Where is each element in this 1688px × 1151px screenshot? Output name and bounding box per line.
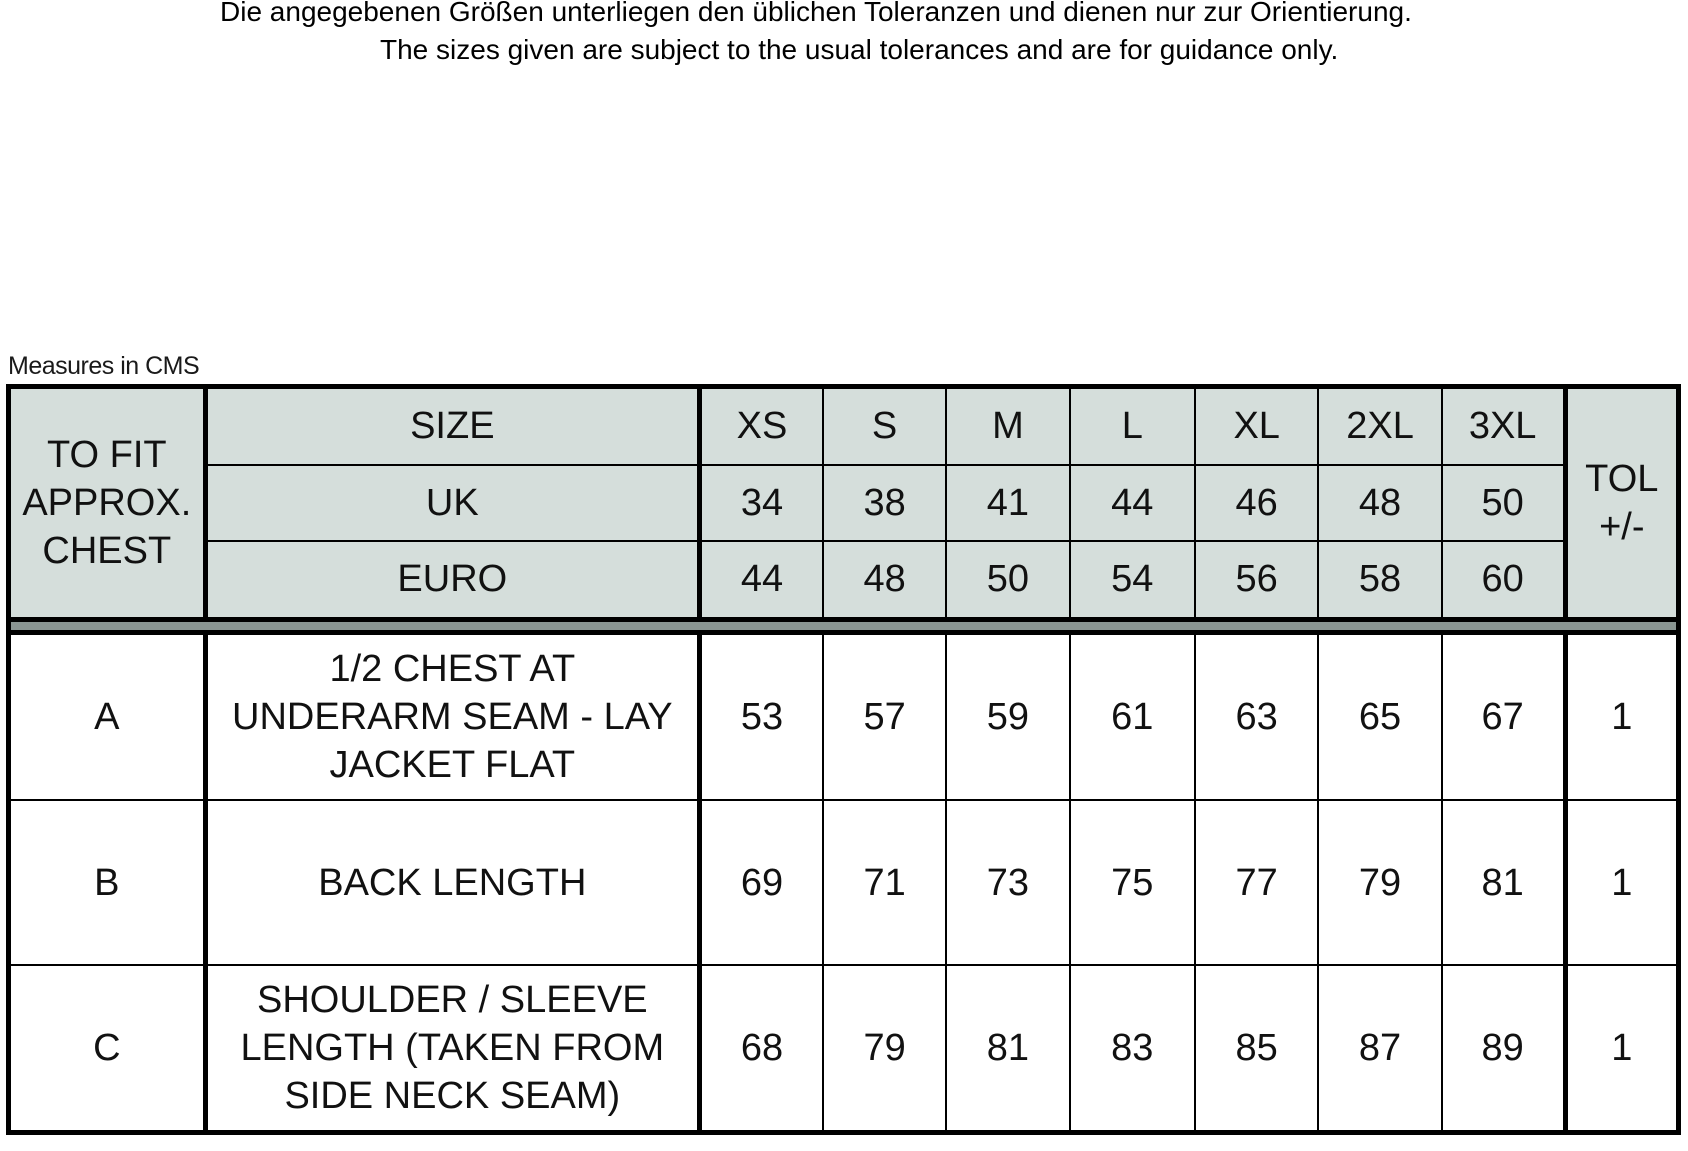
euro-row-label: EURO (205, 541, 699, 619)
size-cell: 3XL (1442, 387, 1565, 465)
measurement-cell: 61 (1070, 633, 1195, 800)
measurement-cell: 68 (700, 965, 823, 1132)
tolerance-note-german: Die angegebenen Größen unterliegen den üblichen Toleranzen und dienen nur zur Orientierung. (220, 0, 1412, 27)
euro-size-cell: 44 (700, 541, 823, 619)
tolerance-cell: 1 (1565, 965, 1678, 1132)
euro-size-cell: 58 (1318, 541, 1441, 619)
measurement-cell: 81 (1442, 800, 1565, 966)
measurement-cell: 69 (700, 800, 823, 966)
row-code: A (9, 633, 206, 800)
size-cell: XL (1195, 387, 1318, 465)
measurement-cell: 75 (1070, 800, 1195, 966)
tol-line: +/- (1599, 505, 1645, 548)
desc-line: BACK LENGTH (318, 861, 587, 904)
size-row-label: SIZE (205, 387, 699, 465)
desc-line: 1/2 CHEST AT (329, 648, 576, 691)
size-cell: XS (700, 387, 823, 465)
desc-line: SIDE NECK SEAM) (284, 1075, 621, 1118)
uk-size-cell: 34 (700, 465, 823, 542)
measurement-row-c (9, 965, 1679, 1132)
size-cell: S (823, 387, 946, 465)
header-row-euro (9, 541, 1679, 619)
measurement-cell: 79 (823, 965, 946, 1132)
size-chart-table (6, 384, 1681, 1135)
row-description (205, 800, 699, 966)
tolerance-header (1565, 387, 1678, 620)
measurement-cell: 77 (1195, 800, 1318, 966)
measurement-row-a (9, 633, 1679, 800)
uk-size-cell: 48 (1318, 465, 1441, 542)
row-code: B (9, 800, 206, 966)
tolerance-note-english: The sizes given are subject to the usual tolerances and are for guidance only. (380, 34, 1339, 65)
uk-size-cell: 41 (946, 465, 1069, 542)
to-fit-chest-header (9, 387, 206, 620)
tolerance-cell: 1 (1565, 800, 1678, 966)
measurement-cell: 81 (946, 965, 1069, 1132)
measurement-cell: 83 (1070, 965, 1195, 1132)
uk-size-cell: 38 (823, 465, 946, 542)
measurement-cell: 57 (823, 633, 946, 800)
header-row-size (9, 387, 1679, 465)
measures-unit-label: Measures in CMS (8, 352, 200, 380)
measurement-cell: 71 (823, 800, 946, 966)
euro-size-cell: 56 (1195, 541, 1318, 619)
uk-row-label: UK (205, 465, 699, 542)
size-cell: L (1070, 387, 1195, 465)
measurement-cell: 85 (1195, 965, 1318, 1132)
euro-size-cell: 60 (1442, 541, 1565, 619)
measurement-cell: 89 (1442, 965, 1565, 1132)
measurement-cell: 87 (1318, 965, 1441, 1132)
measurement-cell: 79 (1318, 800, 1441, 966)
row-code: C (9, 965, 206, 1132)
euro-size-cell: 50 (946, 541, 1069, 619)
to-fit-line: TO FIT (46, 433, 167, 476)
uk-size-cell: 44 (1070, 465, 1195, 542)
uk-size-cell: 46 (1195, 465, 1318, 542)
desc-line: SHOULDER / SLEEVE (256, 979, 648, 1022)
measurement-cell: 53 (700, 633, 823, 800)
desc-line: LENGTH (TAKEN FROM (240, 1027, 665, 1070)
measurement-cell: 65 (1318, 633, 1441, 800)
euro-size-cell: 48 (823, 541, 946, 619)
measurement-cell: 63 (1195, 633, 1318, 800)
measurement-cell: 59 (946, 633, 1069, 800)
row-description (205, 965, 699, 1132)
size-cell: 2XL (1318, 387, 1441, 465)
uk-size-cell: 50 (1442, 465, 1565, 542)
measurement-row-b (9, 800, 1679, 966)
size-cell: M (946, 387, 1069, 465)
tolerance-cell: 1 (1565, 633, 1678, 800)
header-row-uk (9, 465, 1679, 542)
desc-line: UNDERARM SEAM - LAY (232, 696, 673, 739)
tol-line: TOL (1585, 457, 1659, 500)
header-separator (9, 619, 1679, 632)
to-fit-line: CHEST (42, 529, 172, 572)
measurement-cell: 73 (946, 800, 1069, 966)
to-fit-line: APPROX. (22, 481, 192, 524)
desc-line: JACKET FLAT (329, 744, 576, 787)
measurement-cell: 67 (1442, 633, 1565, 800)
separator-bar (9, 619, 1679, 632)
row-description (205, 633, 699, 800)
euro-size-cell: 54 (1070, 541, 1195, 619)
